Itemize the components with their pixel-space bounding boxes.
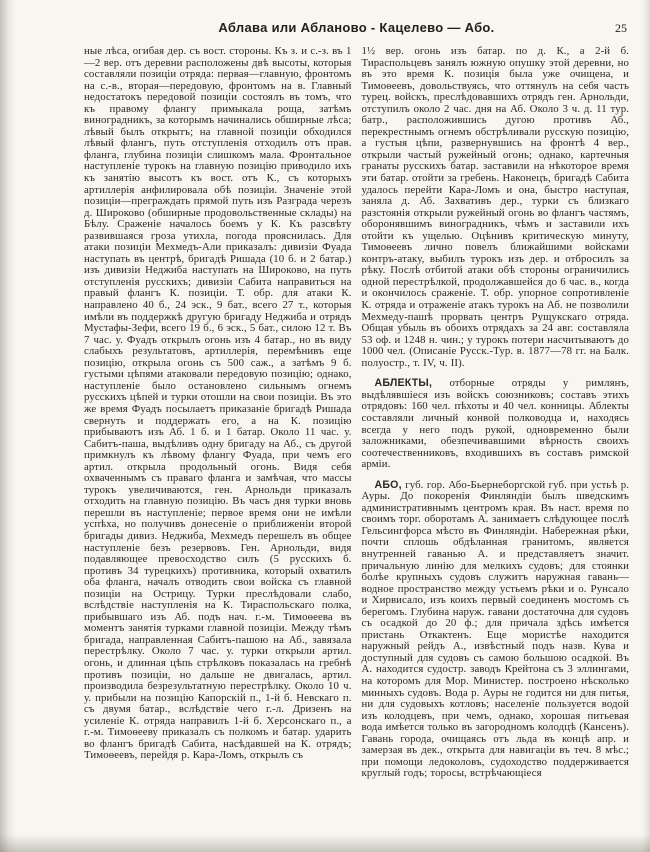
scan-shadow-bottom xyxy=(0,834,650,852)
entry-ablekty-headword: АБЛЕКТЫ, xyxy=(374,377,433,390)
right-column xyxy=(362,46,630,780)
entry-abo xyxy=(362,480,630,780)
running-head xyxy=(84,20,629,35)
entry-abo-text: губ. гор. Або-Бьернеборгской губ. при устьѣ р. Ауры. До покоренія Финляндіи былъ шведскимъ административнымъ центромъ края. Въ наст. время по своимъ торг. оборотамъ А. занимаетъ слѣдующее послѣ Гельсингфорса мѣсто въ Финляндіи. Набережная рѣки, почти сплошь обдѣланная гранитомъ, является внутренней гаванью А. и представляетъ значит. причальную линію для мелкихъ судовъ; для стоянки болѣе крупныхъ судовъ служитъ наружная гавань—водное пространство между устьемъ рѣки и о. Рунсало и Хирвисало, изъ коихъ первый соединенъ мостомъ съ берегомъ. Глубина наруж. гавани достаточна для судовъ съ осадкой до 20 ф.; для причала здѣсь имѣется пристань Откактенъ. Еще мористѣе находится наружный рейдъ А., извѣстный подъ назв. Кува и доступный для судовъ съ самою большою осадкой. Въ А. находится судостр. заводъ Крейтона съ 3 эллингами, на которомъ для Мор. Министер. построено нѣсколько минныхъ судовъ. Вода р. Ауры не годится ни для питья, ни для судовыхъ котловъ; населеніе пользуется водой изъ колодцевъ, при чемъ, однако, хорошая питьевая вода имѣется только въ загородномъ колодцѣ (Кансенъ). Гавань города, очищаясь отъ льда въ концѣ апр. и замерзая въ дек., открыта для навигаціи въ теч. 8 мѣс.; при помощи ледоколовъ, судоходство поддерживается круглый годъ; торосы, встрѣчающіеся xyxy=(361,478,629,780)
left-column xyxy=(84,46,352,780)
scan-shadow-left xyxy=(0,0,16,852)
running-head-title: Аблава или Абланово - Кацелево — Або. xyxy=(218,20,495,35)
text-columns xyxy=(84,46,629,780)
article-continuation-text: ные лѣса, огибая дер. съ вост. стороны. Къ з. и с.-з. въ 1—2 вер. отъ деревни расположены двѣ высоты, которыя составляли позиціи отряда: первая—главную, фронтомъ на с.-в., вторая—передовую, фронтомъ на в. Главный недостатокъ передовой позиціи состоялъ въ томъ, что къ правому флангу примыкала роща, затѣмъ виноградникъ, за которымъ начинались обширные лѣса; лѣвый былъ открытъ; на главной позиціи обходился лѣвый флангъ, путь отступленія отходилъ отъ прав. фланга, глубина позиціи слишкомъ мала. Фронтальное наступленіе турокъ на главную позицію приводило ихъ къ занятію высотъ къ вост. отъ К., съ которыхъ артиллерія анфилировала обѣ позиціи. Значеніе этой позиціи—преграждать прямой путь изъ Разграда черезъ д. Широково (обширные продовольственные склады) на Бѣлу. Сраженіе началось боемъ у К. Къ разсвѣту развившаяся гроза утихла, погода прояснилась. Для атаки позиціи Мехмедъ-Али приказалъ: дивизіи Фуада наступать въ центрѣ, бригадѣ Ришада (10 б. и 2 батар.) изъ дивизіи Неджиба наступать на Широково, на путь отступленія русскихъ; дивизіи Сабита направиться на правый флангъ К. позиціи. Т. обр. для атаки К. направлено 40 б., 24 эск., 9 бат., всего 27 т., которыя имѣли въ поддержкѣ другую бригаду Неджиба и отрядъ Мустафы-Зефи, всего 19 б., 6 эск., 5 бат., силою 12 т. Въ 7 час. у. Фуадъ открылъ огонь изъ 4 батар., но въ виду слабыхъ результатовъ, артиллерія, перемѣнивъ еще позицію, открыла огонь съ 500 саж., а затѣмъ 9 б. густыми цѣпями атаковали передовую позицію; однако, наступленіе было остановлено сильнымъ огнемъ русскихъ цѣпей и турки отошли на свои позиціи. Въ это же время Фуадъ посылаетъ приказаніе бригадѣ Ришада свернуть и поддержать его, а на К. позицію прибываютъ изъ Аб. 1 б. и 1 батар. Около 11 час. у. Сабитъ-паша, выдѣливъ одну бригаду на Аб., съ другой примкнулъ къ лѣвому флангу Фуада, при чемъ его артил. открыла продольный огонь. Видя себя охваченнымъ съ праваго фланга и замѣчая, что массы турокъ увеличиваются, ген. Арнольди приказалъ отходить на главную позицію. Въ часъ дня турки вновь перешли въ наступленіе; первое время они не имѣли успѣха, но получивъ донесеніе о приближеніи второй бригады дивиз. Неджиба, Мехмедъ перешелъ въ общее наступленіе безъ резервовъ. Ген. Арнольди, видя подавляющее превосходство силъ (5 русскихъ б. противъ 34 турецкихъ) противника, который охватилъ оба фланга, началъ отводить свои войска съ главной позиціи на Острицу. Турки преслѣдовали слабо, вслѣдствіе наступленія на К. Тираспольскаго полка, прибывшаго изъ Аб. подъ нач. г.-м. Тимоѳеева въ моментъ занятія турками главной позиціи. Между тѣмъ бригада, направленная Сабитъ-пашою на Аб., завязала перестрѣлку. Около 7 час. у. турки открыли артил. огонь, и длинная цѣпь стрѣлковъ показалась на гребнѣ противъ позиціи, но дальше не двигалась, артил. производила безрезультатную перестрѣлку. Около 10 ч. у. прибыли на позицію Капорскій п., 1-й б. Невскаго п. съ двумя батар., вслѣдствіе чего г.-л. Дризенъ на усиленіе К. отряда направилъ 1-й б. Херсонскаго п., а г.-м. Тимоѳееву приказалъ съ полкомъ и батар. ударить во флангъ бригадѣ Сабита, насѣдавшей на К. отрядъ; Тимоѳеевъ, перейдя р. Кара-Ломъ, открылъ съ xyxy=(84,45,352,762)
entry-ablekty xyxy=(362,378,630,470)
entry-abo-headword: АБО, xyxy=(374,478,402,491)
entry-ablekty-text: отборные отряды у римлянъ, выдѣлявшіеся изъ войскъ союзниковъ; составъ этихъ отрядовъ: 160 чел. пѣхоты и 40 чел. конницы. Аблекты составляли личный конвой полководца и, находясь всегда у него подъ рукой, одновременно были заложниками, обезпечивавшими вѣрность своихъ соотечественниковъ, входившихъ въ составъ римской арміи. xyxy=(361,377,629,471)
page-number: 25 xyxy=(615,21,627,35)
scan-shadow-right xyxy=(642,0,650,852)
article-continuation-text-right: 1½ вер. огонь изъ батар. по д. К., а 2-й б. Тираспольцевъ занялъ южную опушку этой деревни, но въ это время К. позиція была уже очищена, и Тимоѳеевъ, довольствуясь, что оттянулъ на себя часть турец. войскъ, преслѣдовавшихъ отрядъ ген. Арнольди, отступилъ около 2 час. дня на Аб. Около 3 ч. д. 11 тур. батр., расположившись дугою противъ Аб., перекрестнымъ огнемъ обстрѣливали русскую позицію, а густыя цѣпи, развернувшись на фронтѣ 4 вер., открыли частый ружейный огонь; однако, картечныя гранаты русскихъ батар. заставили на нѣкоторое время эти батар. отойти за гребень. Наконецъ, бригадѣ Сабита удалось перейти Кара-Ломъ и она, быстро наступая, заняла д. Аб. Захвативъ дер., турки съ близкаго разстоянія открыли ружейный огонь во флангъ частямъ, оборонявшимъ виноградникъ, чѣмъ и заставили ихъ отойти къ ущелью. Оцѣнивъ критическую минуту, Тимоѳеевъ лично повелъ ближайшими войсками контръ-атаку, выбилъ турокъ изъ дер. и отбросилъ за рѣку. Послѣ отбитой атаки обѣ стороны ограничились одной перестрѣлкой, продолжавшейся до 6 час. в., когда и окончилось сраженіе. Т. обр. упорное сопротивленіе К. отряда и отраженіе атакъ турокъ на Аб. не позволили Мехмеду-пашѣ прорвать центръ Рущукскаго отряда. Общая убыль въ обоихъ отрядахъ за 24 авг. составляла 53 оф. и 1248 н. чин.; у турокъ потери насчитываютъ до 1000 чел. (Описаніе Русск.-Тур. в. 1877—78 гг. на Балк. полуостр., т. IV, ч. II). xyxy=(361,45,629,369)
